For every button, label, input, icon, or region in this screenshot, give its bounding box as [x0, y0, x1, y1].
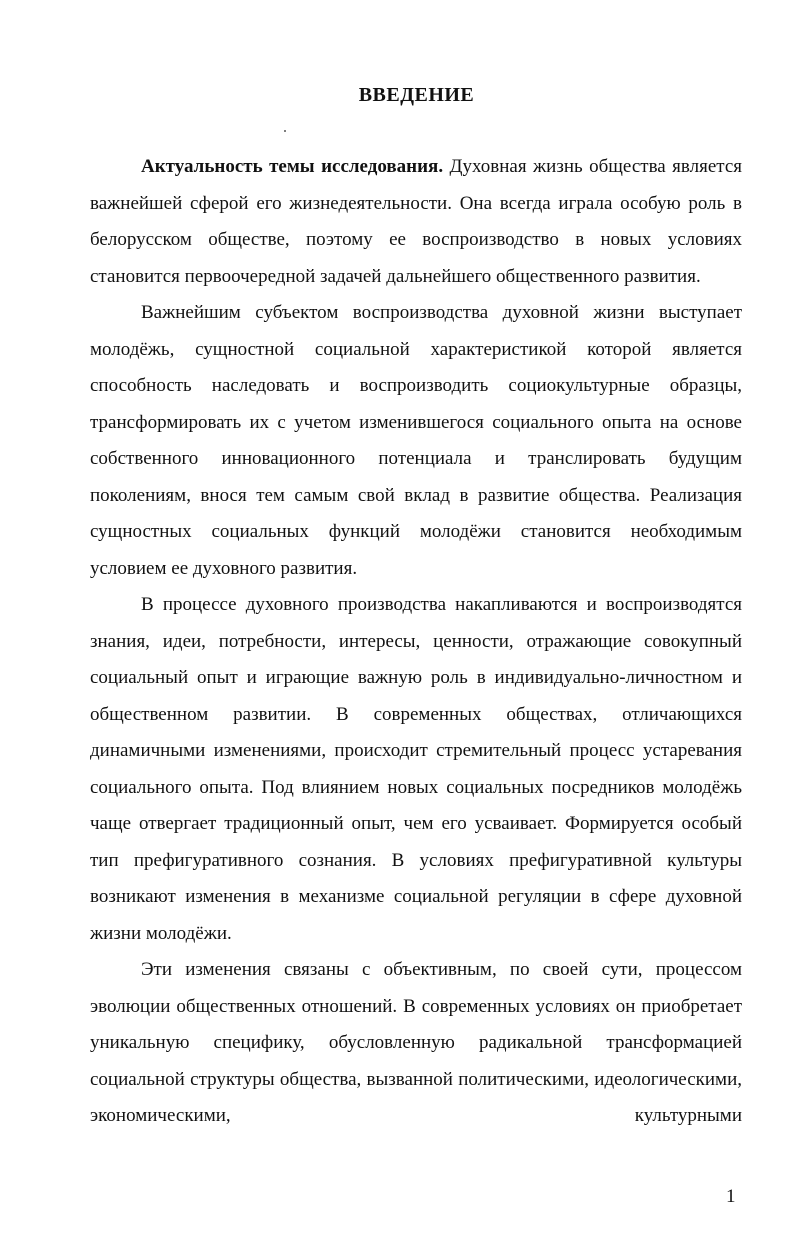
paragraph-changes: Эти изменения связаны с объективным, по своей сути, процессом эволюции общественных отношений. В современных условиях он приобретает уникальную специфику, обусловленную радикальной трансформацией социальной структуры общества, вызванной политическими, идеологическими, экономическими, культурными: [90, 959, 742, 1126]
paragraph-lead: Актуальность темы исследования.: [141, 156, 444, 177]
scan-speck: [284, 130, 286, 132]
document-body: [90, 149, 742, 1135]
paragraph-relevance: [90, 149, 742, 295]
section-heading: ВВЕДЕНИЕ: [358, 84, 475, 106]
paragraph-spiritual-production: В процессе духовного производства накапливаются и воспроизводятся знания, идеи, потребности, интересы, ценности, отражающие совокупный социальный опыт и играющие важную роль в индивидуально-личностном и общественном развитии. В современных обществах, отличающихся динамичными изменениями, происходит стремительный процесс устаревания социального опыта. Под влиянием новых социальных посредников молодёжь чаще отвергает традиционный опыт, чем его усваивает. Формируется особый тип префигуративного сознания. В условиях префигуративной культуры возникают изменения в механизме социальной регуляции в сфере духовной жизни молодёжи.: [90, 594, 742, 944]
paragraph-text: Духовная жизнь общества является важнейшей сферой его жизнедеятельности. Она всегда играла особую роль в белорусском обществе, поэтому ее воспроизводство в новых условиях становится первоочередной задачей дальнейшего общественного развития.: [90, 156, 742, 287]
page-number: 1: [726, 1186, 736, 1207]
paragraph-youth-subject: Важнейшим субъектом воспроизводства духовной жизни выступает молодёжь, сущностной социальной характеристикой которой является способность наследовать и воспроизводить социокультурные образцы, трансформировать их с учетом изменившегося социального опыта на основе собственного инновационного потенциала и транслировать будущим поколениям, внося тем самым свой вклад в развитие общества. Реализация сущностных социальных функций молодёжи становится необходимым условием ее духовного развития.: [90, 302, 742, 579]
